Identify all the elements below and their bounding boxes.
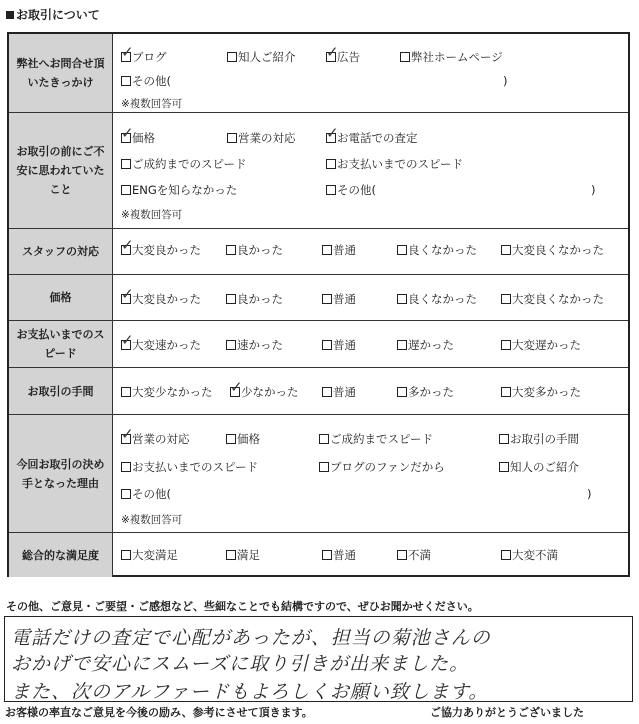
option-contract-speed[interactable]: ご成約までのスピード <box>121 157 247 171</box>
checkmark-icon: ✓ <box>121 124 134 142</box>
square-bullet-icon <box>6 11 14 19</box>
row-deciding-reason <box>9 415 628 533</box>
checkbox[interactable] <box>322 245 332 255</box>
checkbox[interactable] <box>226 294 236 304</box>
checkbox[interactable] <box>501 387 511 397</box>
checkbox[interactable] <box>400 52 410 62</box>
option-ad[interactable]: ✓ 広告 <box>326 43 360 64</box>
checkbox[interactable] <box>121 425 134 444</box>
checkbox[interactable] <box>121 185 131 195</box>
option-price[interactable]: 価格 <box>226 432 260 446</box>
option-much[interactable]: 多かった <box>397 385 454 399</box>
option-very-good[interactable]: ✓ 大変良かった <box>121 236 201 257</box>
footer-message: お客様の率直なご意見を今後の励み、参考にさせて頂きます。 <box>5 706 313 719</box>
checkbox[interactable] <box>121 331 134 350</box>
close-paren: ) <box>587 487 592 501</box>
checkbox[interactable] <box>499 434 509 444</box>
option-very-little[interactable]: 大変少なかった <box>121 385 213 399</box>
option-contract-speed[interactable]: ご成約までスピード <box>319 432 433 446</box>
option-payment-speed[interactable]: お支払いまでのスピード <box>121 460 258 474</box>
option-other[interactable]: その他( <box>121 487 171 501</box>
checkbox[interactable] <box>121 285 134 304</box>
option-sales-service[interactable]: ✓ 営業の対応 <box>121 425 190 446</box>
checkmark-icon: ✓ <box>121 236 134 254</box>
row-transaction-effort <box>9 368 628 415</box>
checkbox[interactable] <box>397 340 407 350</box>
row-label: 弊社へお問合せ頂いたきっかけ <box>9 34 113 112</box>
option-not-good[interactable]: 良くなかった <box>397 292 477 306</box>
checkbox[interactable] <box>499 462 509 472</box>
row-overall-satisfaction <box>9 533 628 577</box>
row-payment-speed <box>9 321 628 368</box>
option-homepage[interactable]: 弊社ホームページ <box>400 50 503 64</box>
option-average[interactable]: 普通 <box>322 338 356 352</box>
checkmark-icon: ✓ <box>326 124 339 142</box>
option-very-good[interactable]: ✓ 大変良かった <box>121 285 201 306</box>
checkbox[interactable] <box>326 159 336 169</box>
option-payment-speed[interactable]: お支払いまでのスピード <box>326 157 463 171</box>
checkbox[interactable] <box>121 462 131 472</box>
checkbox[interactable] <box>326 43 339 62</box>
checkbox[interactable] <box>121 489 131 499</box>
comment-prompt: その他、ご意見・ご要望・ご感想など、些細なことでも結構ですので、ぜひお聞かせください。 <box>6 600 479 613</box>
option-very-fast[interactable]: ✓ 大変速かった <box>121 331 201 352</box>
section-heading <box>6 6 100 23</box>
checkmark-icon: ✓ <box>121 331 134 349</box>
option-little[interactable]: ✓ 少なかった <box>230 378 299 399</box>
checkbox[interactable] <box>226 434 236 444</box>
option-effort[interactable]: お取引の手間 <box>499 432 579 446</box>
checkmark-icon: ✓ <box>230 378 243 396</box>
option-very-much[interactable]: 大変多かった <box>501 385 581 399</box>
row-label: 総合的な満足度 <box>9 533 113 577</box>
close-paren: ) <box>503 74 508 88</box>
checkbox[interactable] <box>326 124 339 143</box>
multi-answer-note: ※複数回答可 <box>121 209 183 221</box>
checkbox[interactable] <box>501 294 511 304</box>
option-sales-service[interactable]: 営業の対応 <box>227 131 296 145</box>
option-very-slow[interactable]: 大変遅かった <box>501 338 581 352</box>
checkbox[interactable] <box>322 550 332 560</box>
checkbox[interactable] <box>121 124 134 143</box>
option-dissatisfied[interactable]: 不満 <box>397 548 431 562</box>
row-label: スタッフの対応 <box>9 229 113 274</box>
option-average[interactable]: 普通 <box>322 548 356 562</box>
checkbox[interactable] <box>230 378 243 397</box>
checkbox[interactable] <box>227 52 237 62</box>
option-blog[interactable]: ✓ ブログ <box>121 43 167 64</box>
checkbox[interactable] <box>121 159 131 169</box>
checkmark-icon: ✓ <box>121 425 134 443</box>
row-label: 今回お取引の決め手となった理由 <box>9 415 113 532</box>
option-blog-fan[interactable]: ブログのファンだから <box>319 460 445 474</box>
option-average[interactable]: 普通 <box>322 292 356 306</box>
checkbox[interactable] <box>397 245 407 255</box>
row-label: お取引の前にご不安に思われていたこと <box>9 113 113 228</box>
option-phone-appraisal[interactable]: ✓ お電話での査定 <box>326 124 418 145</box>
option-not-good[interactable]: 良くなかった <box>397 243 477 257</box>
checkbox[interactable] <box>397 294 407 304</box>
option-good[interactable]: 良かった <box>226 292 283 306</box>
checkbox[interactable] <box>121 550 131 560</box>
footer <box>5 704 584 720</box>
checkmark-icon: ✓ <box>326 43 339 61</box>
option-other[interactable]: その他( <box>326 183 376 197</box>
checkbox[interactable] <box>397 387 407 397</box>
option-unknown-eng[interactable]: ENGを知らなかった <box>121 183 237 197</box>
row-price <box>9 275 628 321</box>
checkbox[interactable] <box>226 550 236 560</box>
checkbox[interactable] <box>121 387 131 397</box>
checkbox[interactable] <box>121 236 134 255</box>
checkbox[interactable] <box>227 133 237 143</box>
checkbox[interactable] <box>501 340 511 350</box>
option-referral[interactable]: 知人ご紹介 <box>227 50 296 64</box>
checkbox[interactable] <box>226 340 236 350</box>
close-paren: ) <box>591 183 596 197</box>
option-slow[interactable]: 遅かった <box>397 338 454 352</box>
checkbox[interactable] <box>501 245 511 255</box>
checkbox[interactable] <box>322 340 332 350</box>
checkbox[interactable] <box>319 462 329 472</box>
option-very-bad[interactable]: 大変良くなかった <box>501 243 604 257</box>
option-other[interactable]: その他( <box>121 74 171 88</box>
handwritten-line: 電話だけの査定で心配があったが、担当の菊池さんの <box>11 627 491 649</box>
row-label: お取引の手間 <box>9 368 113 414</box>
checkbox[interactable] <box>322 387 332 397</box>
row-concerns <box>9 113 628 229</box>
section-heading-text: お取引について <box>16 8 100 22</box>
checkbox[interactable] <box>326 185 336 195</box>
checkbox[interactable] <box>226 245 236 255</box>
survey-table <box>7 32 630 577</box>
row-label: お支払いまでのスピード <box>9 321 113 367</box>
footer-thanks: ご協力ありがとうございました <box>430 706 584 719</box>
option-satisfied[interactable]: 満足 <box>226 548 260 562</box>
option-price[interactable]: ✓ 価格 <box>121 124 155 145</box>
checkmark-icon: ✓ <box>121 285 134 303</box>
checkbox[interactable] <box>322 294 332 304</box>
option-fast[interactable]: 速かった <box>226 338 283 352</box>
handwritten-line: また、次のアルファードもよろしくお願い致します。 <box>11 681 489 703</box>
multi-answer-note: ※複数回答可 <box>121 98 183 110</box>
checkbox[interactable] <box>319 434 329 444</box>
comment-box[interactable] <box>4 616 633 702</box>
row-staff-service <box>9 229 628 275</box>
option-good[interactable]: 良かった <box>226 243 283 257</box>
checkmark-icon: ✓ <box>121 43 134 61</box>
option-average[interactable]: 普通 <box>322 385 356 399</box>
multi-answer-note: ※複数回答可 <box>121 514 183 526</box>
checkbox[interactable] <box>121 76 131 86</box>
option-very-satisfied[interactable]: 大変満足 <box>121 548 178 562</box>
row-inquiry-trigger <box>9 34 628 113</box>
handwritten-line: おかげで安心にスムーズに取り引きが出来ました。 <box>11 653 470 675</box>
checkbox[interactable] <box>397 550 407 560</box>
checkbox[interactable] <box>501 550 511 560</box>
option-very-bad[interactable]: 大変良くなかった <box>501 292 604 306</box>
option-very-dissatisfied[interactable]: 大変不満 <box>501 548 558 562</box>
option-average[interactable]: 普通 <box>322 243 356 257</box>
checkbox[interactable] <box>121 43 134 62</box>
option-referral[interactable]: 知人のご紹介 <box>499 460 579 474</box>
row-label: 価格 <box>9 275 113 320</box>
